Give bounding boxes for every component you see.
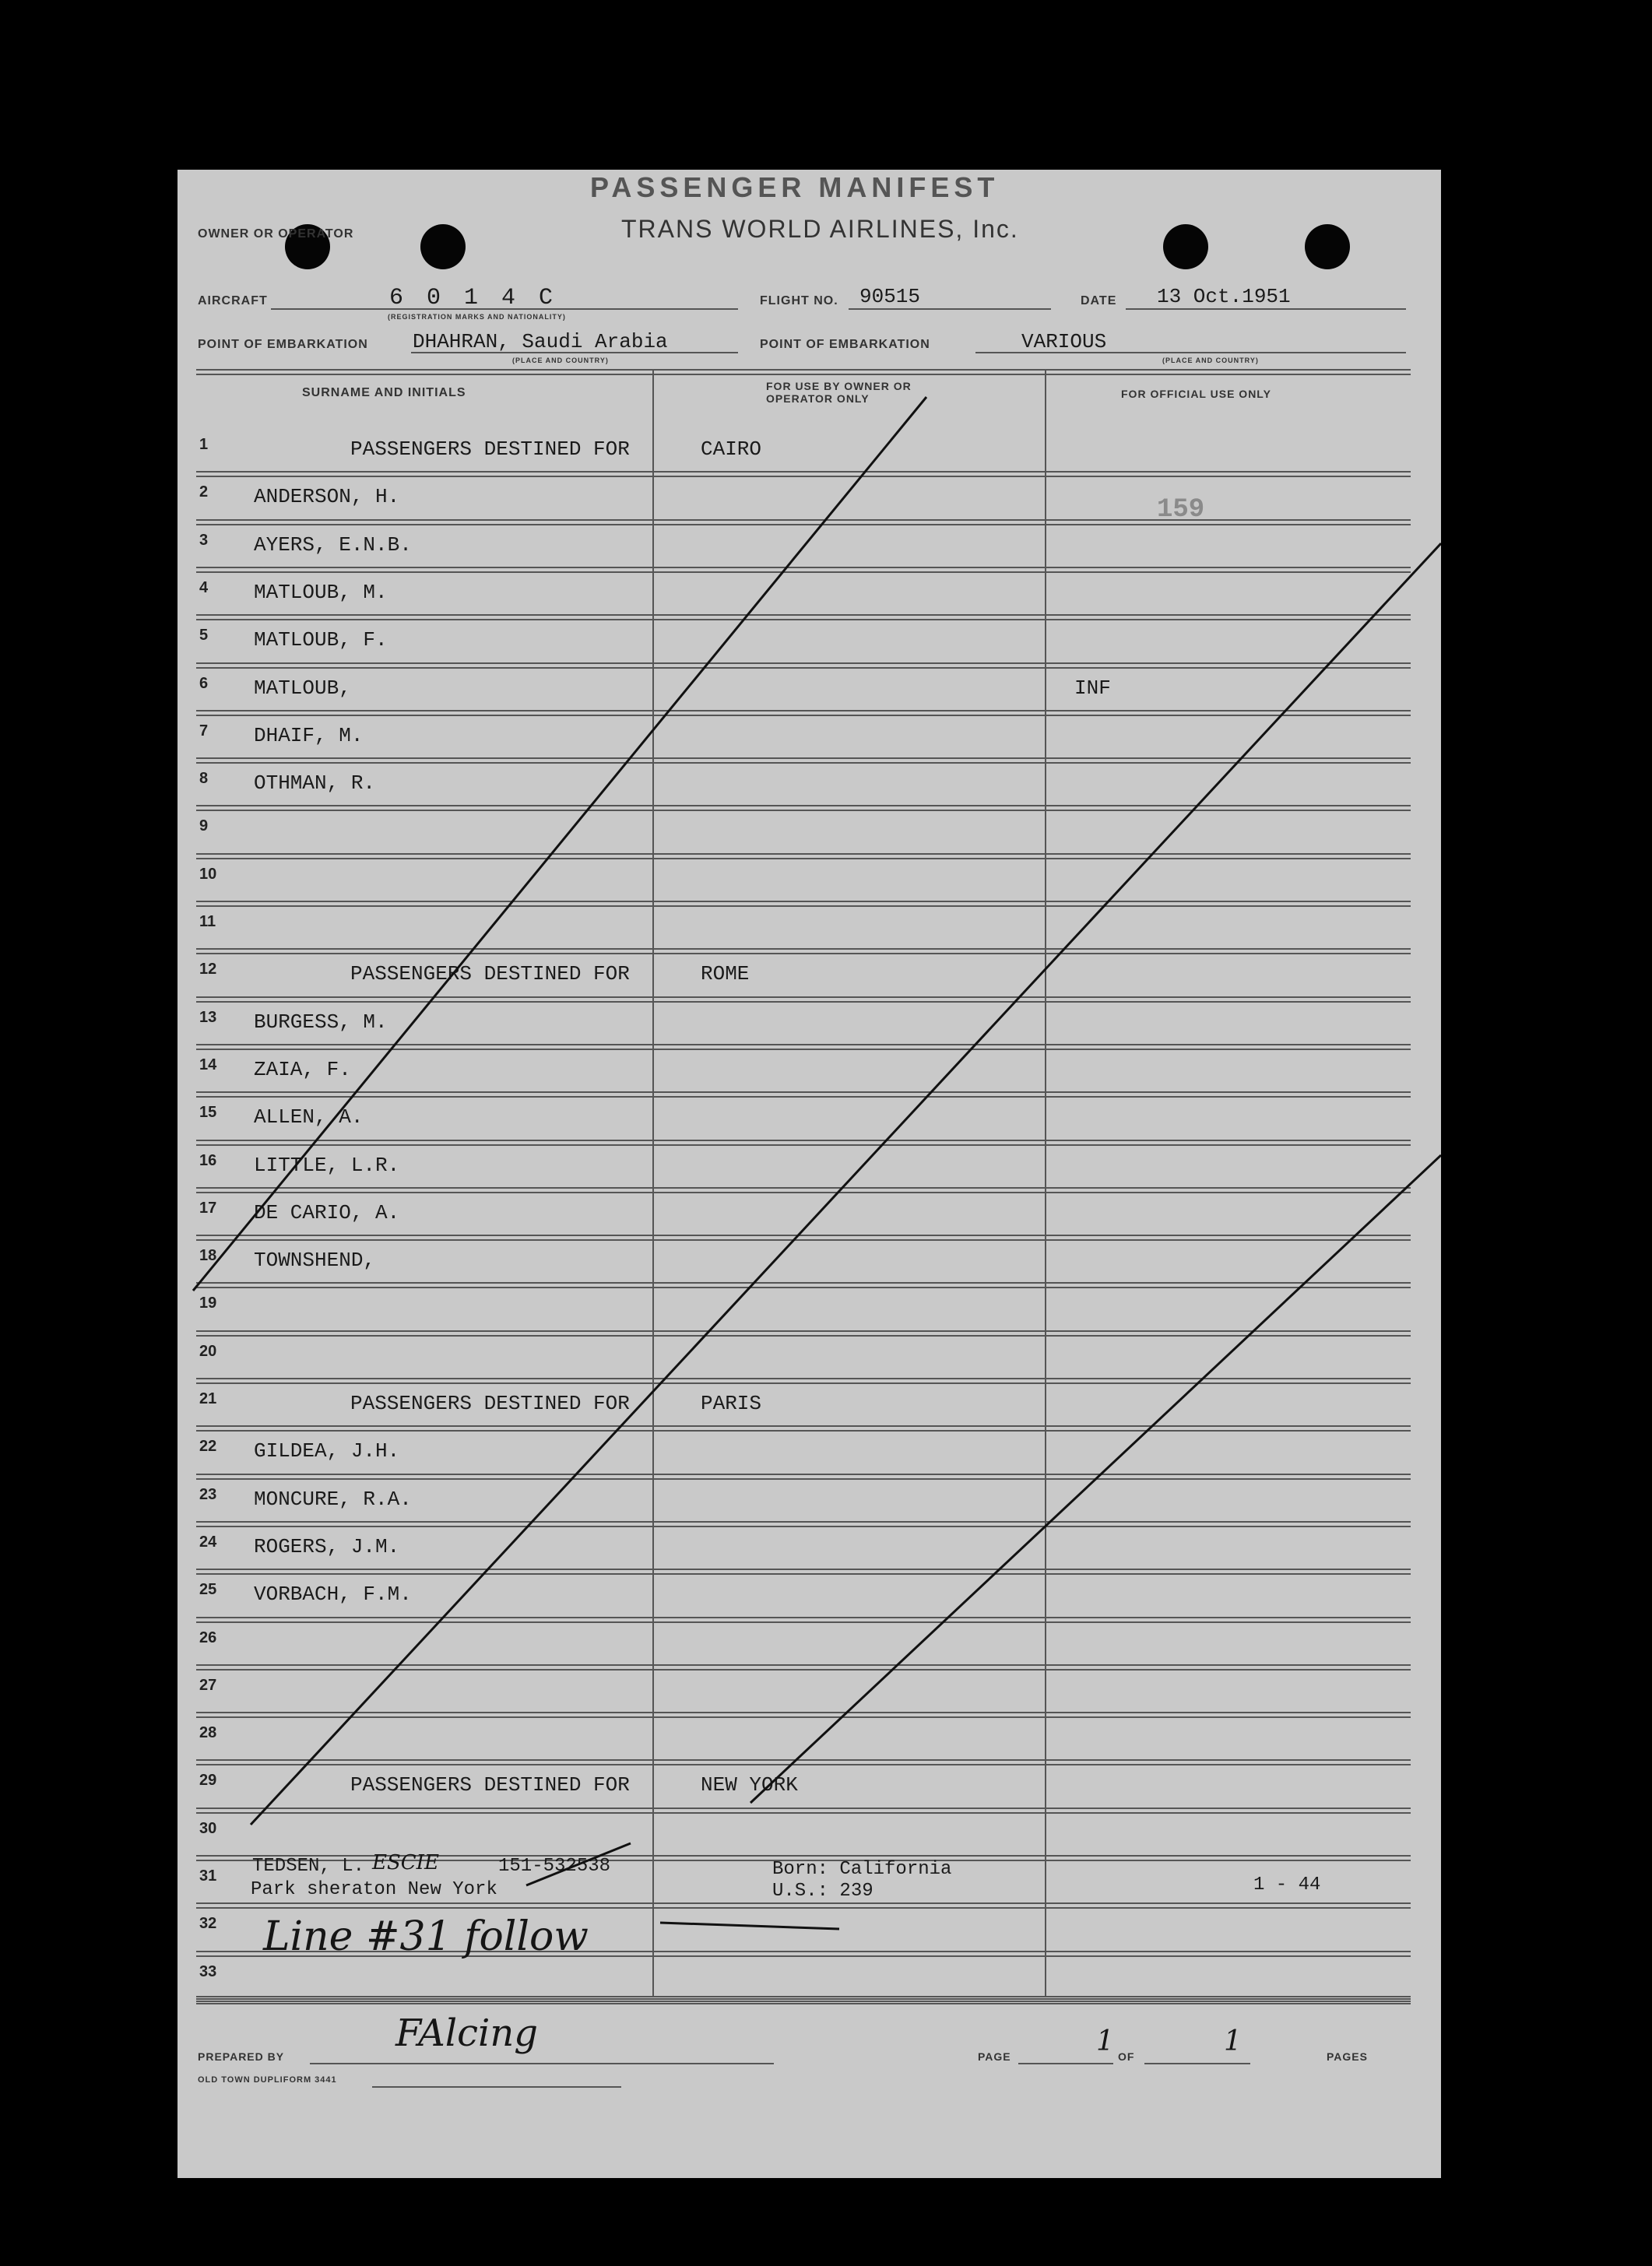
- destination: CAIRO: [701, 437, 762, 461]
- row-number: 6: [199, 674, 209, 692]
- passenger-name: GILDEA, J.H.: [254, 1439, 400, 1463]
- handwriting-underline: [660, 1923, 839, 1929]
- row-number: 3: [199, 531, 209, 549]
- row-number: 5: [199, 627, 209, 645]
- row-number: 15: [199, 1104, 217, 1122]
- row31-number: 151-532538: [498, 1856, 611, 1877]
- section-heading: PASSENGERS DESTINED FOR: [350, 1773, 630, 1797]
- row-number: 8: [199, 770, 209, 788]
- row-number: 13: [199, 1008, 217, 1026]
- stamp-number: 159: [1157, 495, 1205, 525]
- form-title: PASSENGER MANIFEST: [590, 171, 1000, 203]
- airline-name: TRANS WORLD AIRLINES, Inc.: [621, 215, 1019, 243]
- row-number: 21: [199, 1390, 217, 1407]
- destination: ROME: [701, 962, 750, 986]
- row-number: 16: [199, 1151, 217, 1169]
- official-note: INF: [1074, 676, 1111, 700]
- passenger-name: MONCURE, R.A.: [254, 1487, 412, 1511]
- row-number: 19: [199, 1295, 217, 1312]
- destination: NEW YORK: [701, 1773, 798, 1797]
- row31-official: 1 - 44: [1253, 1874, 1321, 1895]
- embarkation2-label: POINT OF EMBARKATION: [760, 338, 930, 351]
- row-number: 27: [199, 1676, 217, 1694]
- pages-label: PAGES: [1327, 2050, 1368, 2063]
- registration-note: (REGISTRATION MARKS AND NATIONALITY): [388, 313, 566, 321]
- cancellation-strokes: [178, 170, 1441, 2178]
- row-number: 9: [199, 817, 209, 835]
- row-number: 4: [199, 578, 209, 596]
- row-number: 12: [199, 961, 217, 978]
- prepared-signature: FAlcing: [395, 2011, 539, 2055]
- passenger-name: AYERS, E.N.B.: [254, 532, 412, 557]
- row-number: 1: [199, 436, 209, 453]
- passenger-name: BURGESS, M.: [254, 1010, 388, 1034]
- row-number: 22: [199, 1438, 217, 1456]
- aircraft-label: AIRCRAFT: [198, 294, 268, 307]
- row31-us: U.S.: 239: [772, 1881, 873, 1902]
- prepared-label: PREPARED BY: [198, 2050, 285, 2063]
- row-number: 2: [199, 483, 209, 501]
- row-number: 26: [199, 1628, 217, 1646]
- manifest-sheet: [178, 170, 1441, 2178]
- aircraft-value: 6 0 1 4 C: [389, 285, 558, 311]
- page-label: PAGE: [978, 2050, 1011, 2063]
- passenger-name: ANDERSON, H.: [254, 485, 400, 509]
- embarkation-label: POINT OF EMBARKATION: [198, 338, 368, 351]
- passenger-name: MATLOUB, F.: [254, 628, 388, 652]
- passenger-name: TOWNSHEND,: [254, 1249, 376, 1273]
- row-number: 24: [199, 1533, 217, 1551]
- cancellation-stroke: [526, 1843, 631, 1885]
- embarkation2-value: VARIOUS: [1021, 330, 1107, 353]
- passenger-name: LITTLE, L.R.: [254, 1153, 400, 1177]
- passenger-name: ALLEN, A.: [254, 1105, 364, 1129]
- of-number: 1: [1224, 2025, 1242, 2057]
- row-number: 14: [199, 1056, 217, 1073]
- form-number: OLD TOWN DUPLIFORM 3441: [198, 2075, 337, 2085]
- date-label: DATE: [1081, 294, 1117, 307]
- section-heading: PASSENGERS DESTINED FOR: [350, 962, 630, 986]
- row-number: 28: [199, 1724, 217, 1742]
- row-number: 18: [199, 1247, 217, 1265]
- col-owner-use: FOR USE BY OWNER OR OPERATOR ONLY: [766, 380, 912, 405]
- col-surname: SURNAME AND INITIALS: [302, 386, 466, 399]
- col-official: FOR OFFICIAL USE ONLY: [1121, 388, 1271, 400]
- row-number: 30: [199, 1819, 217, 1837]
- row31-born: Born: California: [772, 1859, 952, 1880]
- row-number: 20: [199, 1342, 217, 1360]
- of-label: OF: [1118, 2050, 1135, 2063]
- row31-name: TEDSEN, L.: [252, 1856, 365, 1877]
- cancellation-stroke: [193, 397, 926, 1291]
- page-number: 1: [1096, 2025, 1114, 2057]
- passenger-name: VORBACH, F.M.: [254, 1583, 412, 1607]
- row-number: 29: [199, 1772, 217, 1790]
- passenger-name: DE CARIO, A.: [254, 1200, 400, 1224]
- passenger-name: ZAIA, F.: [254, 1057, 351, 1081]
- passenger-name: MATLOUB,: [254, 676, 351, 700]
- section-heading: PASSENGERS DESTINED FOR: [350, 437, 630, 461]
- flight-label: FLIGHT NO.: [760, 294, 838, 307]
- row-number: 17: [199, 1199, 217, 1217]
- embarkation-note: (PLACE AND COUNTRY): [512, 357, 609, 364]
- passenger-name: MATLOUB, M.: [254, 580, 388, 604]
- row-number: 31: [199, 1867, 217, 1885]
- date-value: 13 Oct.1951: [1157, 285, 1291, 308]
- row32-handwritten-note: Line #31 follow: [263, 1913, 589, 1960]
- flight-value: 90515: [859, 285, 921, 308]
- cancellation-stroke: [251, 543, 1441, 1825]
- embarkation2-note: (PLACE AND COUNTRY): [1162, 357, 1259, 364]
- owner-label: OWNER OR OPERATOR: [198, 227, 354, 241]
- row31-address: Park sheraton New York: [251, 1879, 497, 1900]
- passenger-name: OTHMAN, R.: [254, 771, 376, 796]
- section-heading: PASSENGERS DESTINED FOR: [350, 1392, 630, 1415]
- row-number: 25: [199, 1581, 217, 1599]
- row-number: 32: [199, 1915, 217, 1933]
- passenger-name: ROGERS, J.M.: [254, 1534, 400, 1558]
- cancellation-stroke: [750, 1155, 1441, 1803]
- row-number: 23: [199, 1485, 217, 1503]
- row31-hand-initial: ESCIE: [372, 1851, 439, 1874]
- embarkation-value: DHAHRAN, Saudi Arabia: [413, 330, 668, 353]
- destination: PARIS: [701, 1392, 762, 1415]
- row-number: 10: [199, 865, 217, 883]
- row-number: 7: [199, 722, 209, 740]
- row-number: 11: [199, 913, 216, 930]
- passenger-name: DHAIF, M.: [254, 723, 364, 747]
- row-number: 33: [199, 1962, 217, 1980]
